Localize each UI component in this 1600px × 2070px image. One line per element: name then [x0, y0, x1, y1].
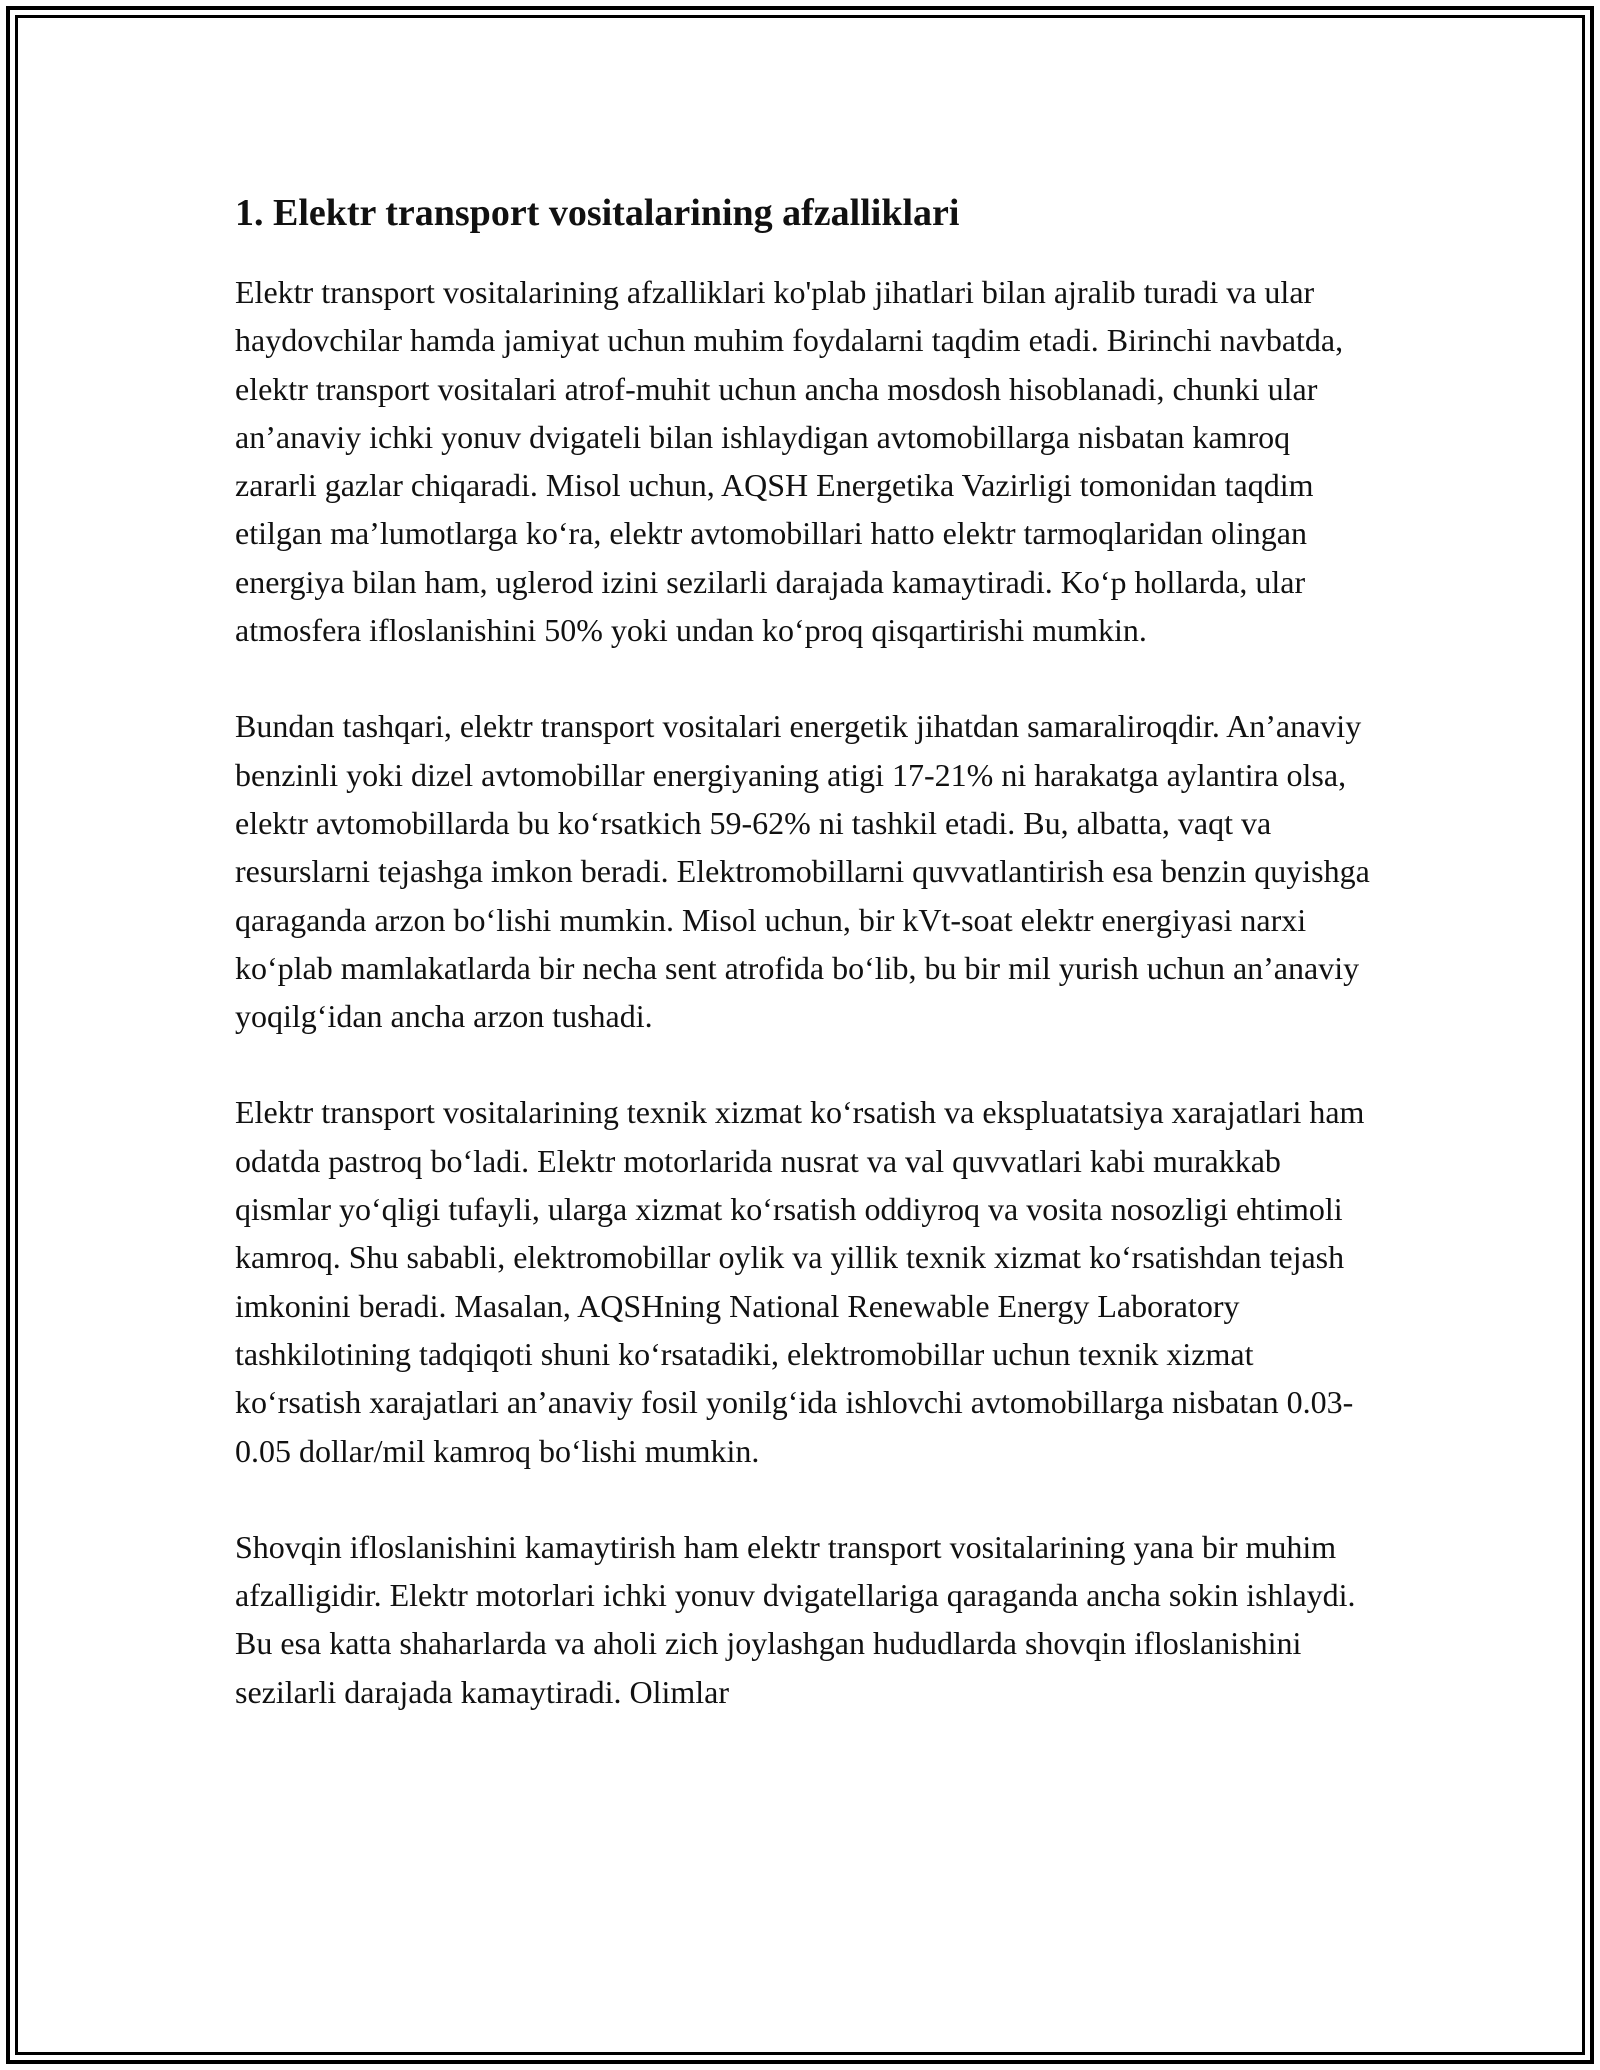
paragraph-4: Shovqin ifloslanishini kamaytirish ham elektr transport vositalarining yana bir muhim afzalligidir. Elektr motorlari ichki yonuv dvigatellariga qaraganda ancha sokin ishlaydi. Bu esa katta shaharlarda va aholi zich joylashgan hududlarda shovqin ifloslanishini sezilarli darajada kamaytiradi. Olimlar — [235, 1528, 1356, 1710]
section-title: 1. Elektr transport vositalarining afzalliklari — [235, 192, 960, 234]
paragraph-2: Bundan tashqari, elektr transport vositalari energetik jihatdan samaraliroqdir. An’anaviy benzinli yoki dizel avtomobillar energiyaning atigi 17-21% ni harakatga aylantira olsa, elektr avtomobillarda bu ko‘rsatkich 59-62% ni tashkil etadi. Bu, albatta, vaqt va resurslarni tejashga imkon beradi. Elektromobillarni quvvatlantirish esa benzin quyishga qaraganda arzon bo‘lishi mumkin. Misol uchun, bir kVt-soat elektr energiyasi narxi ko‘plab mamlakatlarda bir necha sent atrofida bo‘lib, bu bir mil yurish uchun an’anaviy yoqilg‘idan ancha arzon tushadi. — [235, 708, 1370, 1035]
paragraph-1: Elektr transport vositalarining afzalliklari ko'plab jihatlari bilan ajralib turadi va ular haydovchilar hamda jamiyat uchun muhim foydalarni taqdim etadi. Birinchi navbatda, elektr transport vositalari atrof-muhit uchun ancha mosdosh hisoblanadi, chunki ular an’anaviy ichki yonuv dvigateli bilan ishlaydigan avtomobillarga nisbatan kamroq zararli gazlar chiqaradi. Misol uchun, AQSH Energetika Vazirligi tomonidan taqdim etilgan ma’lumotlarga ko‘ra, elektr avtomobillari hatto elektr tarmoqlaridan olingan energiya bilan ham, uglerod izini sezilarli darajada kamaytiradi. Ko‘p hollarda, ular atmosfera ifloslanishini 50% yoki undan ko‘proq qisqartirishi mumkin. — [235, 274, 1344, 649]
document-body — [235, 180, 1370, 1764]
paragraph-3: Elektr transport vositalarining texnik xizmat ko‘rsatish va ekspluatatsiya xarajatlari ham odatda pastroq bo‘ladi. Elektr motorlarida nusrat va val quvvatlari kabi murakkab qismlar yo‘qligi tufayli, ularga xizmat ko‘rsatish oddiyroq va vosita nosozligi ehtimoli kamroq. Shu sababli, elektromobillar oylik va yillik texnik xizmat ko‘rsatishdan tejash imkonini beradi. Masalan, AQSHning National Renewable Energy Laboratory tashkilotining tadqiqoti shuni ko‘rsatadiki, elektromobillar uchun texnik xizmat ko‘rsatish xarajatlari an’anaviy fosil yonilg‘ida ishlovchi avtomobillarga nisbatan 0.03-0.05 dollar/mil kamroq bo‘lishi mumkin. — [235, 1094, 1365, 1469]
